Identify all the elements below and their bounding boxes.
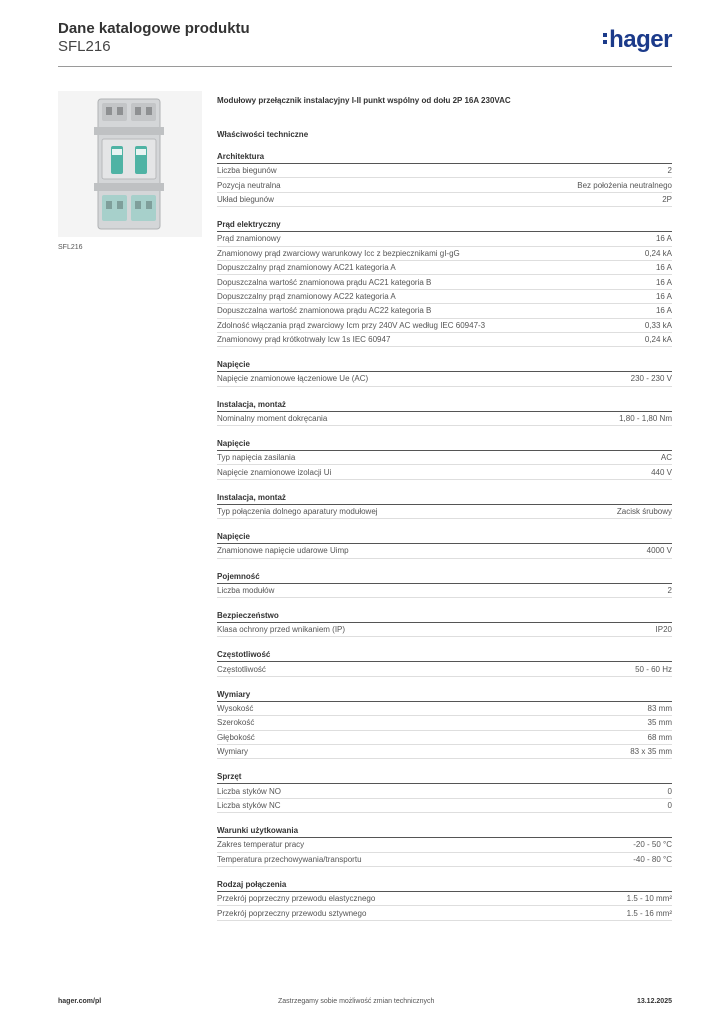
- spec-value: 16 A: [655, 306, 672, 316]
- spec-value: 230 - 230 V: [630, 374, 672, 384]
- spec-label: Przekrój poprzeczny przewodu elastycznego: [217, 894, 376, 904]
- spec-label: Liczba styków NC: [217, 800, 281, 810]
- properties-title: Właściwości techniczne: [217, 130, 309, 139]
- spec-label: Układ biegunów: [217, 194, 274, 204]
- spec-value: AC: [660, 453, 672, 463]
- spec-value: -20 - 50 °C: [633, 840, 672, 850]
- footer-site: hager.com/pl: [58, 998, 102, 1005]
- spec-row: [217, 799, 672, 813]
- spec-label: Głębokość: [217, 732, 255, 742]
- spec-label: Typ napięcia zasilania: [217, 453, 296, 463]
- spec-row: [217, 623, 672, 637]
- section-title: Instalacja, montaż: [217, 493, 672, 505]
- section-title: Napięcie: [217, 360, 672, 372]
- spec-column: [217, 96, 672, 921]
- spec-value: 2: [667, 585, 672, 595]
- spec-value: 440 V: [651, 467, 672, 477]
- spec-row: [217, 412, 672, 426]
- spec-row: [217, 505, 672, 519]
- spec-row: [217, 544, 672, 558]
- spec-label: Nominalny moment dokręcania: [217, 413, 328, 423]
- spec-label: Wysokość: [217, 704, 254, 713]
- spec-label: Prąd znamionowy: [217, 234, 281, 244]
- section-title: Prąd elektryczny: [217, 220, 672, 232]
- spec-value: 0,24 kA: [644, 248, 672, 258]
- section-title: Warunki użytkowania: [217, 826, 672, 838]
- spec-value: 0: [667, 800, 672, 810]
- spec-label: Znamionowy prąd krótkotrwały Icw 1s IEC 60947: [217, 335, 391, 345]
- spec-value: Bez położenia neutralnego: [577, 180, 672, 190]
- spec-value: 16 A: [655, 291, 672, 301]
- hager-logo: [603, 28, 672, 52]
- spec-section: [217, 772, 672, 813]
- spec-value: -40 - 80 °C: [633, 854, 672, 864]
- spec-label: Liczba biegunów: [217, 166, 277, 176]
- spec-value: 68 mm: [647, 732, 672, 742]
- section-title: Rodzaj połączenia: [217, 880, 672, 892]
- spec-section: [217, 690, 672, 760]
- spec-value: 16 A: [655, 277, 672, 287]
- spec-label: Znamionowy prąd zwarciowy warunkowy Icc z bezpiecznikami gI-gG: [217, 248, 460, 258]
- spec-label: Napięcie znamionowe izolacji Ui: [217, 467, 332, 477]
- spec-value: 0,33 kA: [644, 320, 672, 330]
- spec-row: [217, 178, 672, 192]
- spec-row: [217, 451, 672, 465]
- spec-row: [217, 465, 672, 479]
- spec-label: Przekrój poprzeczny przewodu sztywnego: [217, 908, 367, 918]
- spec-row: [217, 275, 672, 289]
- spec-row: [217, 372, 672, 386]
- spec-value: 4000 V: [646, 546, 672, 556]
- spec-section: [217, 572, 672, 598]
- section-title: Sprzęt: [217, 772, 672, 784]
- spec-value: 83 mm: [647, 704, 672, 713]
- spec-label: Zdolność włączania prąd zwarciowy Icm przy 240V AC według IEC 60947-3: [217, 320, 486, 330]
- spec-label: Znamionowe napięcie udarowe Uimp: [217, 546, 349, 556]
- section-title: Architektura: [217, 152, 672, 164]
- spec-label: Napięcie znamionowe łączeniowe Ue (AC): [217, 374, 369, 384]
- spec-section: [217, 360, 672, 386]
- spec-label: Pozycja neutralna: [217, 180, 281, 190]
- spec-row: [217, 290, 672, 304]
- footer-disclaimer: Zastrzegamy sobie możliwość zmian technicznych: [278, 998, 435, 1005]
- spec-value: 1.5 - 10 mm²: [626, 894, 672, 904]
- spec-label: Szerokość: [217, 718, 255, 728]
- spec-label: Dopuszczalna wartość znamionowa prądu AC22 kategoria B: [217, 306, 432, 316]
- spec-label: Liczba modułów: [217, 585, 275, 595]
- section-title: Częstotliwość: [217, 650, 672, 662]
- logo-text: hager: [609, 26, 672, 53]
- spec-section: [217, 439, 672, 480]
- spec-label: Dopuszczalny prąd znamionowy AC21 kategoria A: [217, 263, 396, 273]
- spec-section: [217, 532, 672, 558]
- image-caption: SFL216: [58, 244, 83, 251]
- spec-value: 50 - 60 Hz: [635, 664, 672, 674]
- spec-value: 1,80 - 1,80 Nm: [619, 413, 672, 423]
- spec-row: [217, 662, 672, 676]
- spec-row: [217, 906, 672, 920]
- spec-value: IP20: [655, 625, 672, 635]
- spec-row: [217, 702, 672, 716]
- spec-row: [217, 164, 672, 178]
- footer-date: 13.12.2025: [636, 998, 672, 1005]
- spec-section: [217, 493, 672, 519]
- spec-row: [217, 853, 672, 867]
- section-title: Napięcie: [217, 439, 672, 451]
- page-title: Dane katalogowe produktu: [58, 20, 250, 37]
- section-title: Instalacja, montaż: [217, 400, 672, 412]
- section-title: Napięcie: [217, 532, 672, 544]
- spec-label: Dopuszczalna wartość znamionowa prądu AC21 kategoria B: [217, 277, 432, 287]
- spec-value: 1.5 - 16 mm²: [626, 908, 672, 918]
- spec-section: [217, 400, 672, 426]
- spec-section: [217, 220, 672, 347]
- spec-row: [217, 304, 672, 318]
- spec-label: Liczba styków NO: [217, 786, 282, 796]
- product-title: Modułowy przełącznik instalacyjny I-II punkt wspólny od dołu 2P 16A 230VAC: [217, 96, 511, 105]
- spec-row: [217, 584, 672, 598]
- product-image: [58, 91, 202, 237]
- spec-sections: [217, 152, 672, 921]
- spec-value: Zacisk śrubowy: [616, 507, 672, 517]
- spec-label: Wymiary: [217, 747, 249, 757]
- spec-row: [217, 784, 672, 798]
- spec-value: 2P: [662, 194, 672, 204]
- spec-section: [217, 611, 672, 637]
- spec-row: [217, 193, 672, 207]
- spec-value: 0: [667, 786, 672, 796]
- spec-value: 16 A: [655, 263, 672, 273]
- spec-label: Klasa ochrony przed wnikaniem (IP): [217, 625, 346, 635]
- spec-row: [217, 731, 672, 745]
- spec-label: Częstotliwość: [217, 664, 266, 674]
- spec-section: [217, 826, 672, 867]
- spec-value: 35 mm: [647, 718, 672, 728]
- spec-row: [217, 333, 672, 347]
- spec-row: [217, 716, 672, 730]
- product-code: SFL216: [58, 38, 111, 55]
- section-title: Wymiary: [217, 690, 672, 702]
- spec-row: [217, 319, 672, 333]
- spec-value: 2: [667, 166, 672, 176]
- spec-row: [217, 247, 672, 261]
- spec-value: 0,24 kA: [644, 335, 672, 345]
- spec-row: [217, 745, 672, 759]
- spec-row: [217, 261, 672, 275]
- section-title: Bezpieczeństwo: [217, 611, 672, 623]
- spec-value: 83 x 35 mm: [630, 747, 672, 757]
- spec-section: [217, 880, 672, 921]
- spec-section: [217, 650, 672, 676]
- spec-row: [217, 232, 672, 246]
- spec-label: Temperatura przechowywania/transportu: [217, 854, 362, 864]
- spec-section: [217, 152, 672, 207]
- logo-dots-icon: [603, 33, 607, 44]
- spec-label: Typ połączenia dolnego aparatury modułowej: [217, 507, 378, 517]
- header-divider: [58, 66, 672, 67]
- spec-row: [217, 838, 672, 852]
- section-title: Pojemność: [217, 572, 672, 584]
- spec-label: Zakres temperatur pracy: [217, 840, 305, 850]
- spec-value: 16 A: [655, 234, 672, 244]
- spec-label: Dopuszczalny prąd znamionowy AC22 kategoria A: [217, 291, 396, 301]
- spec-row: [217, 892, 672, 906]
